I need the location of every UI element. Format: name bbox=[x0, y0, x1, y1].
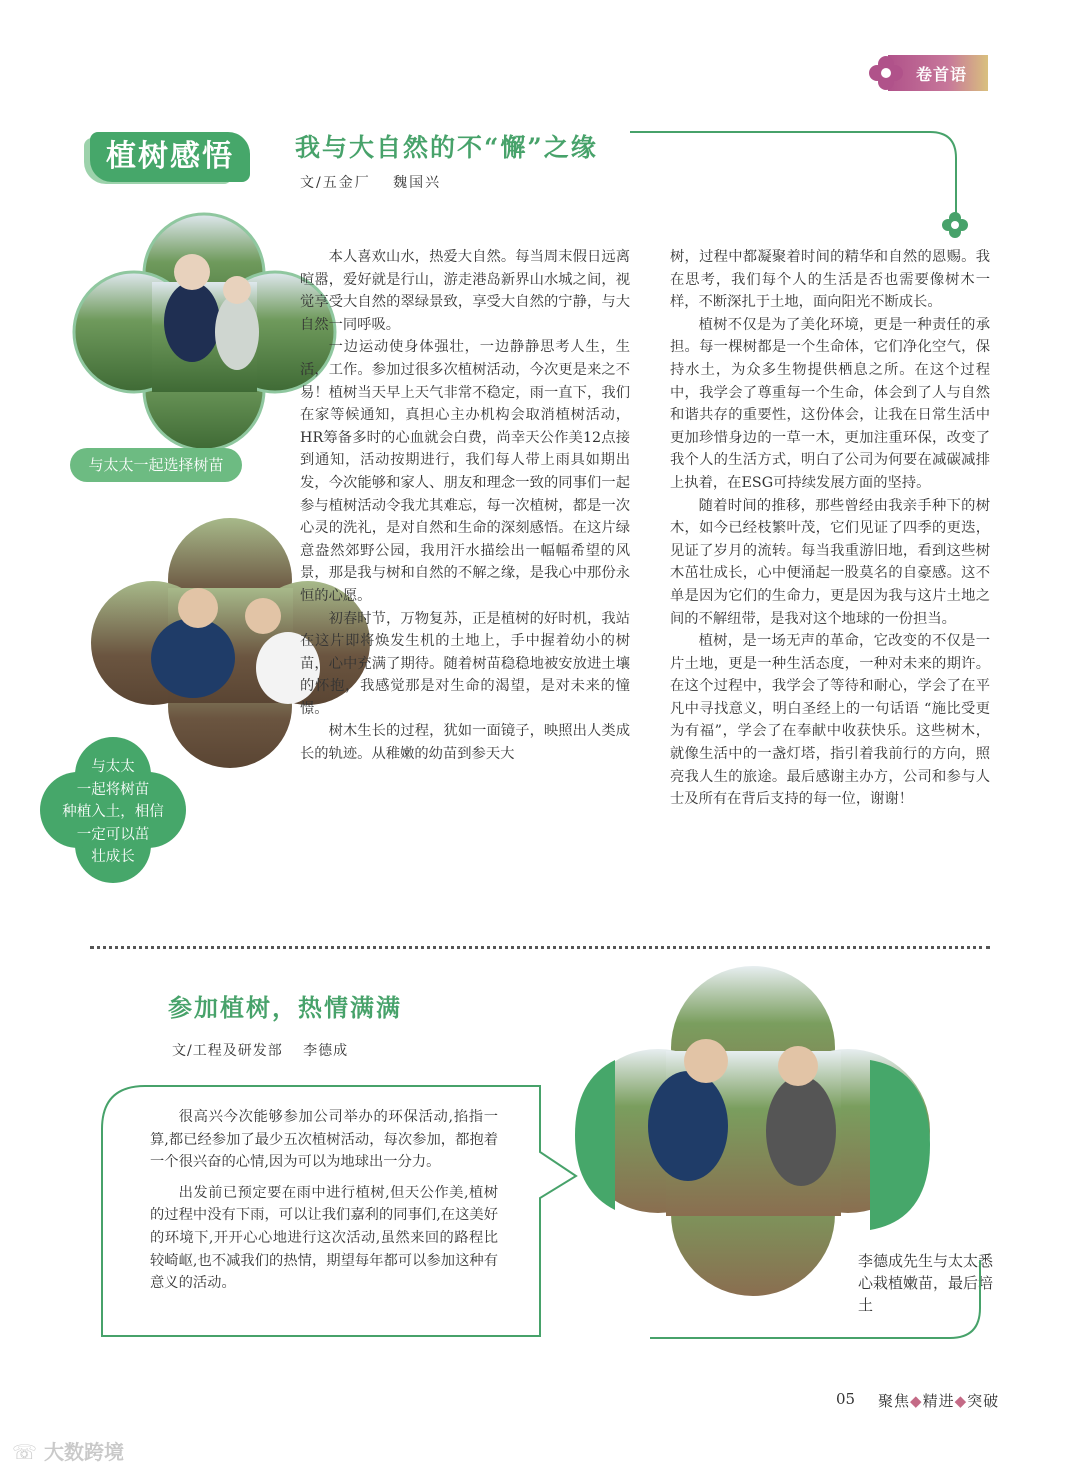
column-tag-label: 卷首语 bbox=[916, 65, 968, 84]
photo2-caption-line: 一起将树苗 bbox=[76, 781, 150, 798]
article-byline: 文/五金厂 魏国兴 bbox=[300, 175, 442, 191]
page-number: 05 bbox=[836, 1390, 856, 1408]
photo2-caption-line: 与太太 bbox=[91, 759, 135, 775]
diamond-icon: ◆ bbox=[910, 1392, 923, 1410]
paragraph: 出发前已预定要在雨中进行植树,但天公作美,植树的过程中没有下雨，可以让我们嘉利的同事们,在这美好的环境下,开开心心地进行这次活动,虽然来回的路程比较崎岖,也不减我们的热情，期望每年都可以参加这种有意义的活动。 bbox=[150, 1184, 498, 1292]
paragraph: 树，过程中都凝聚着时间的精华和自然的恩赐。我在思考，我们每个人的生活是否也需要像树木一样，不断深扎于土地，面向阳光不断成长。 bbox=[670, 249, 990, 311]
article2-title: 参加植树，热情满满 bbox=[168, 993, 402, 1022]
paragraph: 初春时节，万物复苏，正是植树的好时机，我站在这片即将焕发生机的土地上，手中握着幼小的树苗，心中充满了期待。随着树苗稳稳地被安放进土壤的怀抱，我感觉那是对生命的渴望，是对未来的憧憬。 bbox=[300, 610, 630, 717]
photo2-caption bbox=[38, 756, 188, 869]
diamond-icon: ◆ bbox=[954, 1392, 968, 1410]
photo-accent-right bbox=[870, 1060, 930, 1230]
flower-icon bbox=[866, 55, 906, 91]
photo2-caption-line: 壮成长 bbox=[91, 849, 135, 865]
paragraph: 植树，是一场无声的革命，它改变的不仅是一片土地，更是一种生活态度，一种对未来的期许。在这个过程中，我学会了等待和耐心，学会了在平凡中寻找意义，明白圣经上的一句话语 “施比受更为有福”，学会了在奉献中收获快乐。这些树木，就像生活中的一盏灯塔，指引着我前行的方向，照亮我人生的旅途。最后感谢主办方，公司和参与人士及所有在背后支持的每一位，谢谢！ bbox=[670, 633, 990, 808]
article2-body bbox=[150, 1106, 498, 1303]
paragraph: 植树不仅是为了美化环境，更是一种责任的承担。每一棵树都是一个生命体，它们净化空气，保持水土，为众多生物提供栖息之所。在这个过程中，我学会了尊重每一个生命，体会到了人与自然和谐共存的重要性，这份体会，让我在日常生活中更加珍惜身边的一草一木，更加注重环保，改变了我个人的生活方式，明白了公司为何要在减碳减排上执着，在ESG可持续发展方面的坚持。 bbox=[670, 316, 990, 491]
article1-column-1 bbox=[300, 246, 630, 766]
photo2-caption-line: 种植入土，相信 bbox=[62, 804, 164, 820]
footer-slogan bbox=[878, 1390, 999, 1411]
photo1-caption: 与太太一起选择树苗 bbox=[70, 448, 242, 482]
photo3-caption: 李德成先生与太太悉心栽植嫩苗，最后培土 bbox=[858, 1252, 994, 1314]
section-divider bbox=[90, 946, 990, 949]
watermark-text: 大数跨境 bbox=[43, 1440, 124, 1464]
article-title: 我与大自然的不“懈”之缘 bbox=[295, 133, 598, 162]
flower-ornament-icon bbox=[940, 210, 970, 240]
paragraph: 一边运动使身体强壮，一边静静思考人生，生活，工作。参加过很多次植树活动，今次更是来之不易！植树当天早上天气非常不稳定，雨一直下，我们在家等候通知，真担心主办机构会取消植树活动，HR筹备多时的心血就会白费，尚幸天公作美12点接到通知，活动按期进行，我们每人带上雨具如期出发，今次能够和家人、朋友和理念一致的同事们一起参与植树活动令我尤其难忘，每一次植树，都是一次心灵的洗礼，是对自然和生命的深刻感悟。在这片绿意盎然郊野公园，我用汗水描绘出一幅幅希望的风景，那是我与树和自然的不解之缘，是我心中那份永恒的心愿。 bbox=[300, 339, 630, 604]
article1-column-2 bbox=[670, 246, 990, 811]
photo-accent-left bbox=[575, 1060, 615, 1210]
slogan-part: 聚焦 bbox=[878, 1392, 911, 1410]
article2-byline: 文/工程及研发部 李德成 bbox=[172, 1043, 349, 1059]
paragraph: 树木生长的过程，犹如一面镜子，映照出人类成长的轨迹。从稚嫩的幼苗到参天大 bbox=[300, 723, 630, 763]
watermark-logo-icon: ☏ bbox=[12, 1440, 38, 1464]
slogan-part: 突破 bbox=[967, 1392, 1000, 1410]
paragraph: 很高兴今次能够参加公司举办的环保活动,掐指一算,都已经参加了最少五次植树活动，每次参加，都抱着一个很兴奋的心情,因为可以为地球出一分力。 bbox=[150, 1109, 498, 1171]
photo2-caption-line: 一定可以茁 bbox=[76, 826, 150, 843]
caption-frame-line bbox=[650, 1258, 990, 1342]
slogan-part: 精进 bbox=[922, 1392, 955, 1410]
photo-planting-with-wife bbox=[72, 212, 337, 452]
paragraph: 本人喜欢山水，热爱大自然。每当周末假日远离喧嚣，爱好就是行山，游走港岛新界山水城之间，视觉享受大自然的翠绿景致，享受大自然的宁静，与大自然一同呼吸。 bbox=[300, 249, 630, 333]
watermark bbox=[12, 1436, 124, 1465]
title-frame-line bbox=[630, 128, 960, 218]
paragraph: 随着时间的推移，那些曾经由我亲手种下的树木，如今已经枝繁叶茂，它们见证了四季的更迭，见证了岁月的流转。每当我重游旧地，看到这些树木茁壮成长，心中便涌起一股莫名的自豪感。这不单是因为它们的生命力，更是因为我与这片土地之间的不解纽带，是我对这个地球的一份担当。 bbox=[670, 497, 990, 627]
section-label: 植树感悟 bbox=[90, 132, 250, 182]
column-tag bbox=[866, 55, 988, 91]
